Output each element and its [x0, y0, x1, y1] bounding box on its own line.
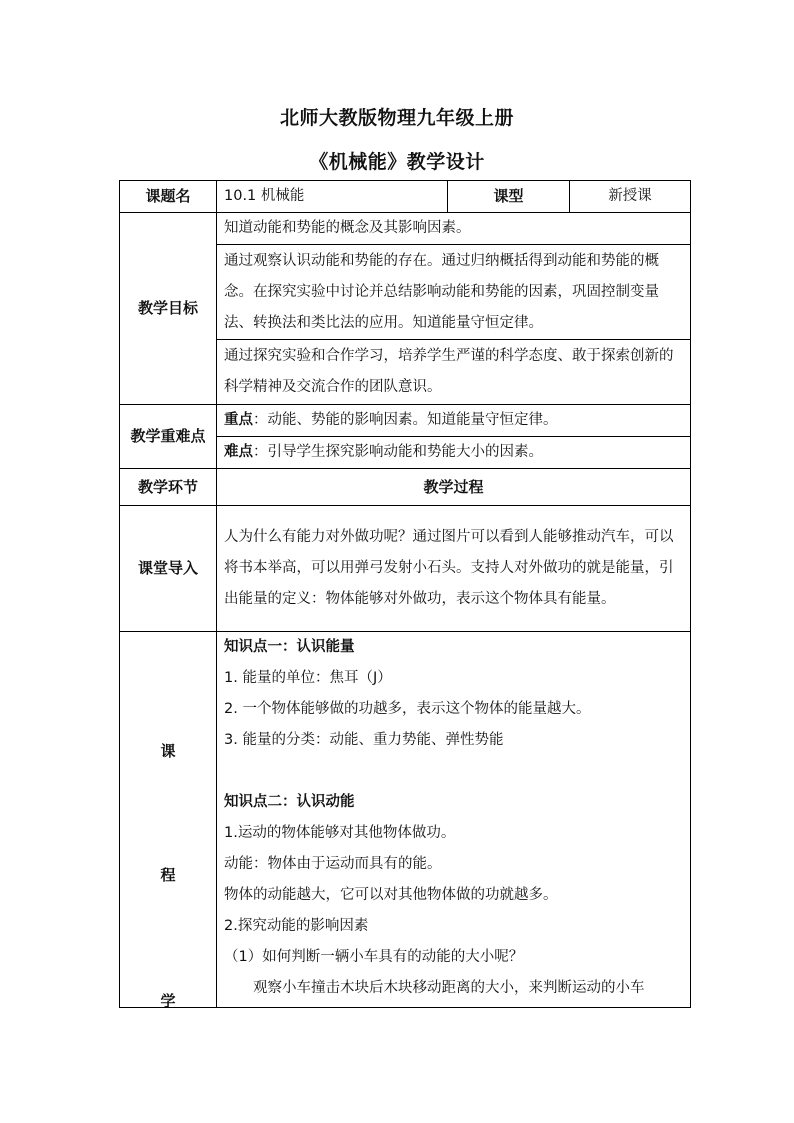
focus-cell — [217, 405, 691, 437]
kp2-line-1: 1.运动的物体能够对其他物体做功。 — [224, 825, 456, 841]
kp2-title: 知识点二：认识动能 — [224, 794, 355, 810]
lesson-type-label: 课型 — [448, 181, 570, 213]
lesson-type-value: 新授课 — [570, 181, 691, 213]
topic-label: 课题名 — [120, 181, 217, 213]
lesson-content — [217, 632, 691, 1008]
lesson-plan-table — [119, 180, 691, 1008]
document-subtitle: 《机械能》教学设计 — [309, 151, 485, 173]
difficulty-label: 难点 — [224, 444, 253, 460]
kp1-line-3: 3. 能量的分类：动能、重力势能、弹性势能 — [224, 732, 504, 748]
kp2-line-4: 2.探究动能的影响因素 — [224, 918, 369, 934]
difficulty-text: ：引导学生探究影响动能和势能大小的因素。 — [253, 444, 543, 460]
objectives-label: 教学目标 — [120, 213, 217, 405]
kp2-line-5: （1）如何判断一辆小车具有的动能的大小呢？ — [224, 949, 524, 965]
process-content-header: 教学过程 — [217, 469, 691, 506]
focus-text: ：动能、势能的影响因素。知道能量守恒定律。 — [253, 412, 558, 428]
spacer — [224, 756, 683, 787]
objective-item-2: 通过观察认识动能和势能的存在。通过归纳概括得到动能和势能的概念。在探究实验中讨论并总结影响动能和势能的因素，巩固控制变量法、转换法和类比法的应用。知道能量守恒定律。 — [217, 245, 691, 340]
focus-label: 重点 — [224, 412, 253, 428]
kp1-title: 知识点一：认识能量 — [224, 639, 355, 655]
kp2-line-6: 观察小车撞击木块后木块移动距离的大小，来判断运动的小车 — [253, 980, 645, 996]
table-row-topic — [120, 181, 691, 213]
table-row-objective-1 — [120, 213, 691, 245]
table-row-intro — [120, 506, 691, 632]
topic-value: 10.1 机械能 — [217, 181, 448, 213]
objective-item-1: 知道动能和势能的概念及其影响因素。 — [217, 213, 691, 245]
kp2-line-2: 动能：物体由于运动而具有的能。 — [224, 856, 442, 872]
objective-item-3: 通过探究实验和合作学习，培养学生严谨的科学态度、敢于探索创新的科学精神及交流合作的团队意识。 — [217, 340, 691, 405]
lesson-label-char-1: 课 — [160, 742, 176, 760]
lesson-label-char-2: 程 — [160, 866, 176, 884]
document-title: 北师大教版物理九年级上册 — [279, 107, 514, 129]
intro-label: 课堂导入 — [120, 506, 217, 632]
difficulty-cell — [217, 437, 691, 469]
key-points-label: 教学重难点 — [120, 405, 217, 469]
lesson-label — [120, 632, 217, 1008]
kp2-line-3: 物体的动能越大，它可以对其他物体做的功就越多。 — [224, 887, 558, 903]
kp1-line-2: 2. 一个物体能够做的功越多，表示这个物体的能量越大。 — [224, 701, 591, 717]
kp1-line-1: 1. 能量的单位：焦耳（J） — [224, 670, 392, 686]
table-row-process-header — [120, 469, 691, 506]
process-stage-header: 教学环节 — [120, 469, 217, 506]
lesson-label-char-3: 学 — [160, 992, 176, 1010]
table-row-lesson — [120, 632, 691, 1008]
intro-text: 人为什么有能力对外做功呢？通过图片可以看到人能够推动汽车，可以将书本举高，可以用弹弓发射小石头。支持人对外做功的就是能量，引出能量的定义：物体能够对外做功，表示这个物体具有能量。 — [217, 506, 691, 632]
table-row-focus — [120, 405, 691, 437]
